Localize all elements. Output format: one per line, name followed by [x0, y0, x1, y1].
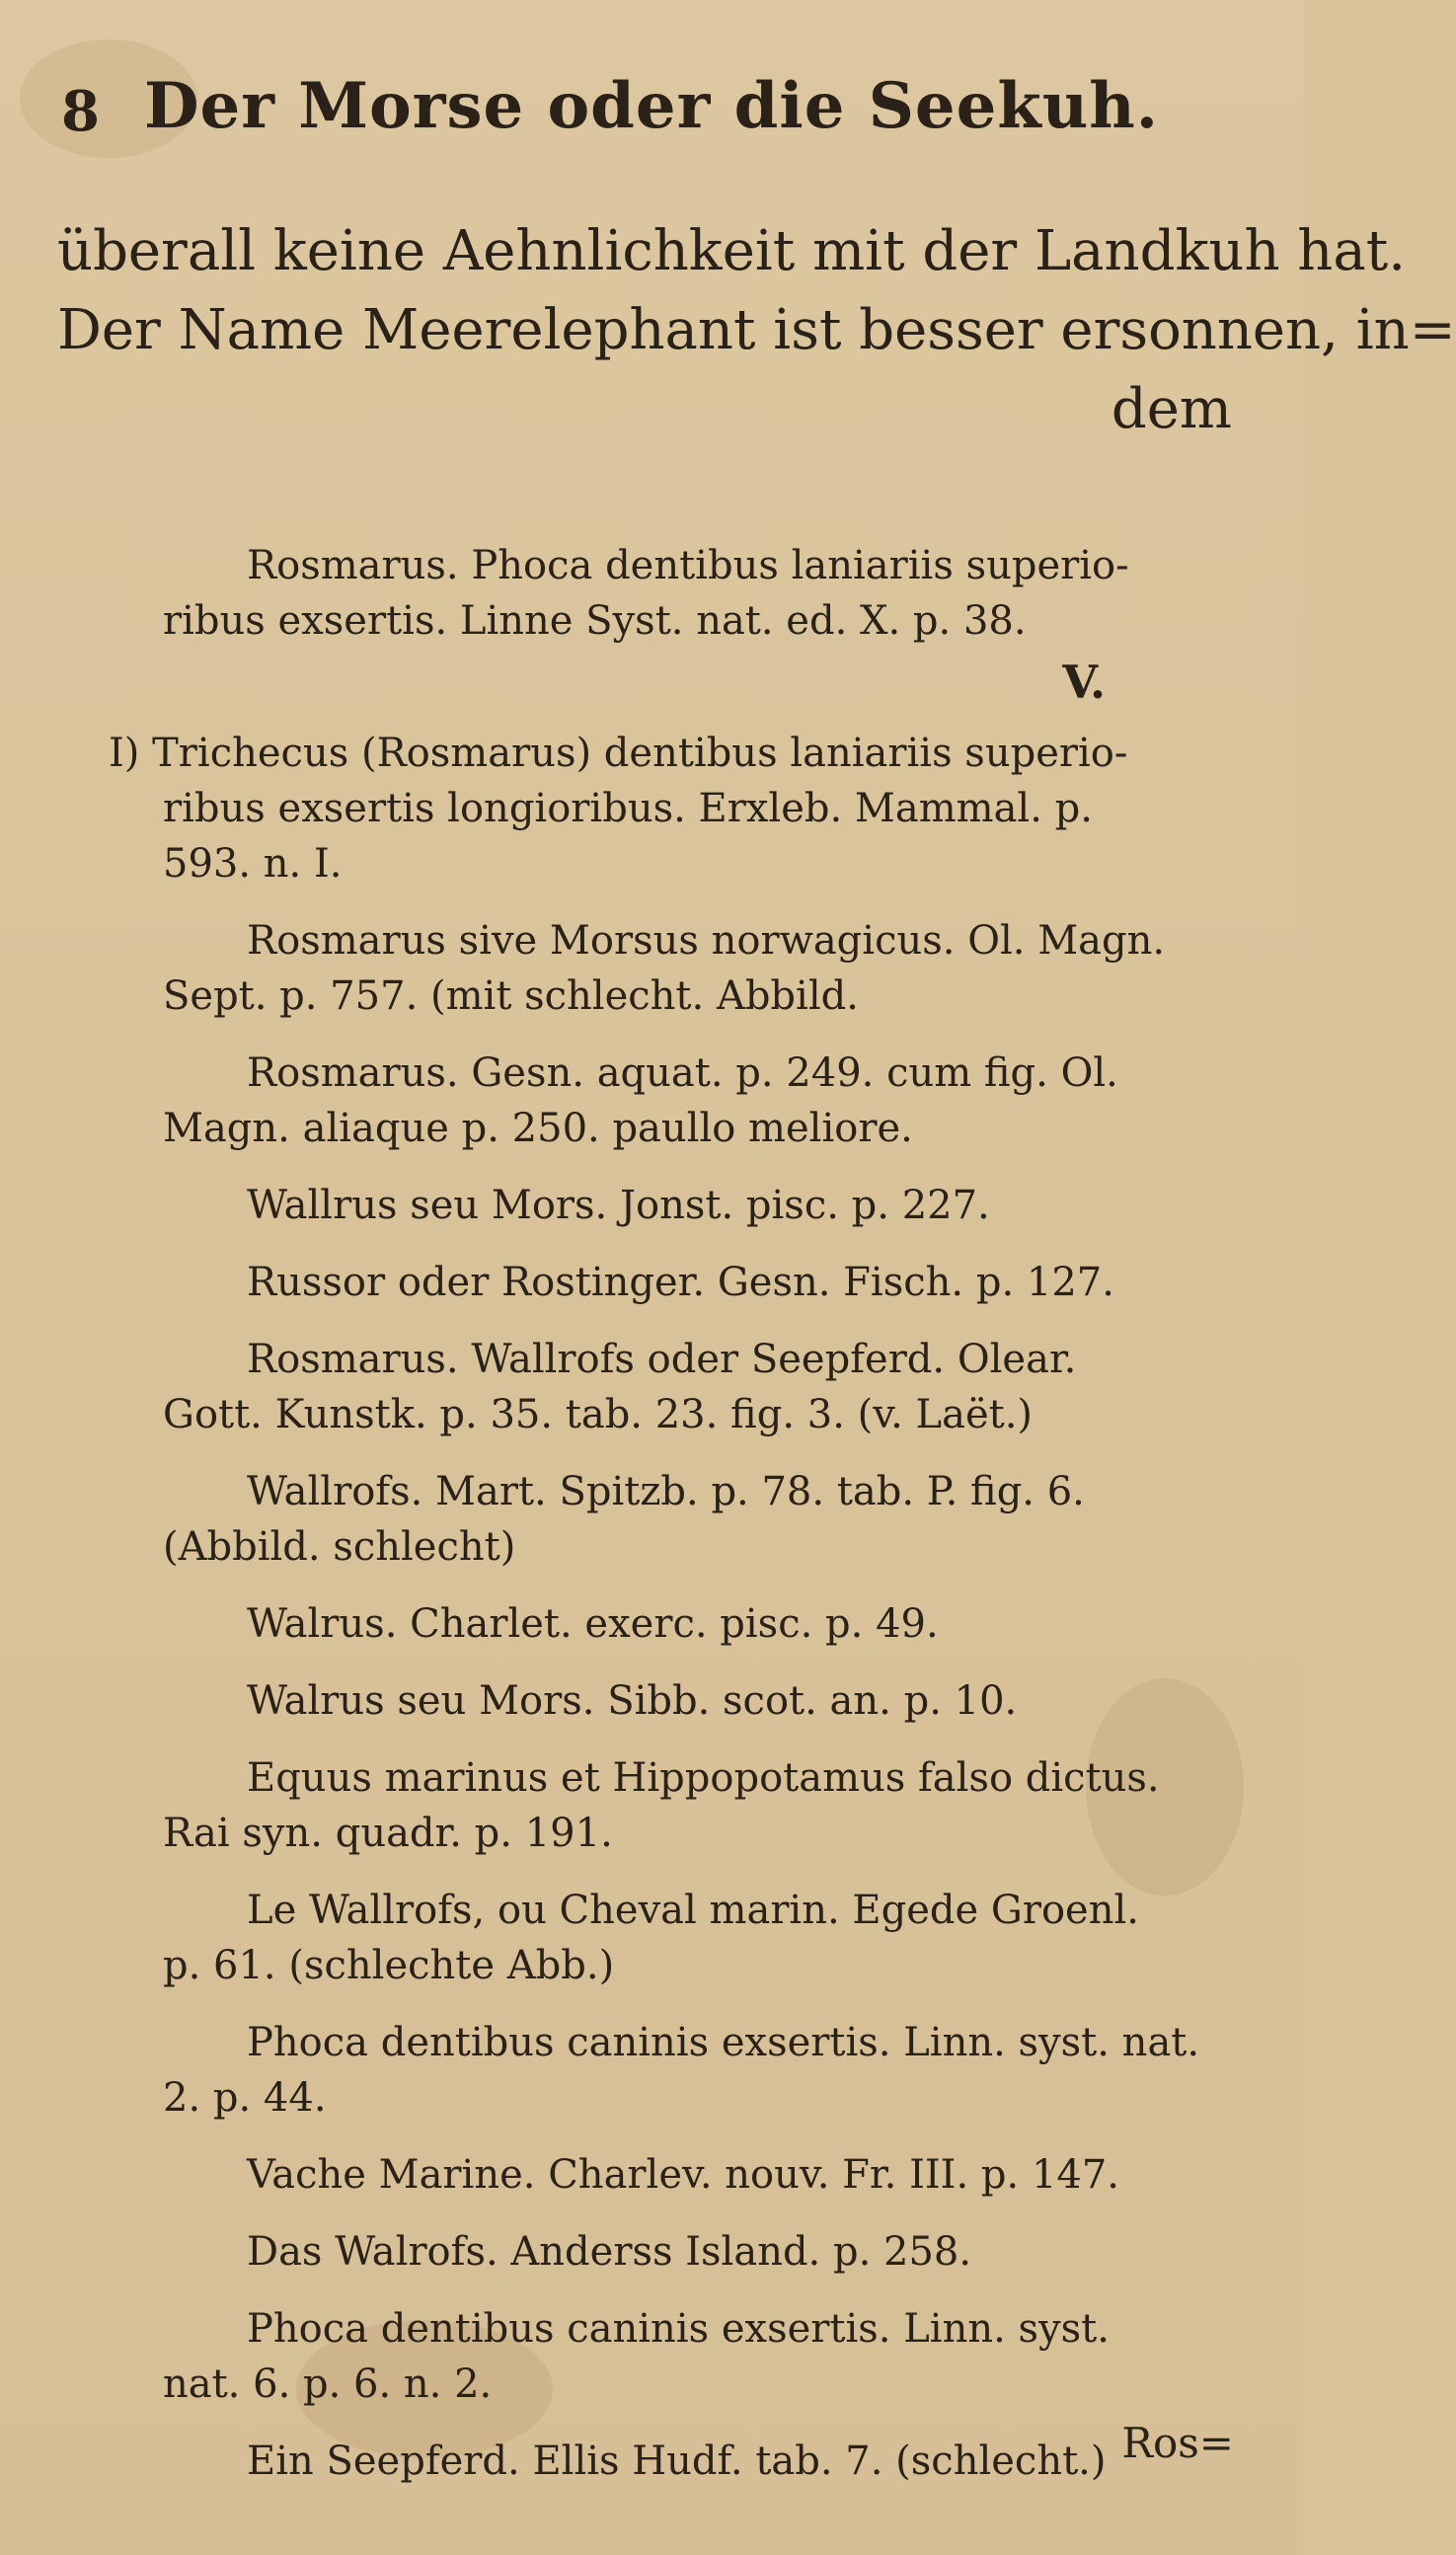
body-line: Der Name Meerelephant ist besser ersonnen, in=	[57, 298, 1456, 362]
footnote-entry	[109, 1178, 1273, 1233]
footnote-line: 2. p. 44.	[163, 2075, 327, 2121]
footnote-line: Equus marinus et Hippopotamus falso dictus.	[247, 1755, 1160, 1801]
footnote-line: (Abbild. schlecht)	[163, 1524, 516, 1570]
page-catchword: Ros=	[1121, 2419, 1234, 2467]
footnote-entry	[109, 1883, 1273, 1993]
footnote-marker: V.	[1062, 656, 1106, 709]
footnote-line: Le Wallrofs, ou Cheval marin. Egede Groenl.	[247, 1888, 1139, 1933]
body-line: überall keine Aehnlichkeit mit der Landkuh hat.	[57, 219, 1407, 283]
footnote-entry	[109, 1332, 1273, 1442]
footnote-line: Magn. aliaque p. 250. paullo meliore.	[163, 1106, 913, 1151]
footnote-entry	[109, 1464, 1273, 1575]
footnote-line: Rosmarus. Gesn. aquat. p. 249. cum fig. Ol.	[247, 1050, 1118, 1096]
footnote-entry	[109, 1255, 1273, 1310]
synonym-footnotes	[109, 538, 1273, 2511]
footnote-line: Sept. p. 757. (mit schlecht. Abbild.	[163, 973, 859, 1019]
footnote-entry	[109, 2015, 1273, 2126]
footnote-line: Das Walrofs. Anderss Island. p. 258.	[247, 2229, 972, 2275]
footnote-entry	[109, 913, 1273, 1024]
footnote-line: Rosmarus. Phoca dentibus laniariis superio-	[247, 543, 1129, 588]
footnote-line: Rosmarus sive Morsus norwagicus. Ol. Magn.	[247, 918, 1166, 964]
running-title: Der Morse oder die Seekuh.	[143, 69, 1160, 143]
page-header	[0, 69, 1303, 168]
footnote-entry	[109, 2301, 1273, 2412]
footnote-line: Phoca dentibus caninis exsertis. Linn. syst.	[247, 2306, 1110, 2352]
footnote-line: Rai syn. quadr. p. 191.	[163, 1811, 613, 1856]
body-catchword: dem	[1111, 377, 1232, 441]
footnote-line: Wallrus seu Mors. Jonst. pisc. p. 227.	[247, 1183, 990, 1228]
footnote-line: Rosmarus. Wallrofs oder Seepferd. Olear.	[247, 1337, 1077, 1382]
page-number: 8	[61, 79, 100, 144]
body-text	[57, 212, 1456, 449]
footnote-entry	[109, 2224, 1273, 2280]
footnote-line: Walrus. Charlet. exerc. pisc. p. 49.	[247, 1601, 939, 1647]
footnote-line: I) Trichecus (Rosmarus) dentibus laniariis superio-	[109, 731, 1128, 776]
footnote-entry	[109, 538, 1273, 649]
footnote-entry	[109, 1596, 1273, 1652]
footnote-line: nat. 6. p. 6. n. 2.	[163, 2361, 493, 2407]
footnote-line: Ein Seepferd. Ellis Hudf. tab. 7. (schlecht.)	[247, 2439, 1107, 2484]
footnote-entry	[109, 1750, 1273, 1861]
footnote-entry	[109, 2434, 1273, 2489]
footnote-line: Vache Marine. Charlev. nouv. Fr. III. p. 147.	[247, 2152, 1120, 2198]
footnote-line: ribus exsertis longioribus. Erxleb. Mammal. p.	[163, 786, 1093, 831]
footnote-line: Gott. Kunstk. p. 35. tab. 23. fig. 3. (v. Laët.)	[163, 1392, 1034, 1437]
footnote-entry	[109, 1673, 1273, 1729]
footnote-entry	[109, 1045, 1273, 1156]
footnote-line: p. 61. (schlechte Abb.)	[163, 1943, 615, 1988]
footnote-line: ribus exsertis. Linne Syst. nat. ed. X. p. 38.	[163, 598, 1027, 644]
footnote-line: Russor oder Rostinger. Gesn. Fisch. p. 127.	[247, 1260, 1114, 1305]
footnote-line: Walrus seu Mors. Sibb. scot. an. p. 10.	[247, 1678, 1018, 1724]
footnote-entry	[109, 2147, 1273, 2203]
footnote-line: 593. n. I.	[163, 841, 343, 887]
footnote-line: Wallrofs. Mart. Spitzb. p. 78. tab. P. fig. 6.	[247, 1469, 1085, 1514]
footnote-entry	[109, 726, 1273, 891]
footnote-line: Phoca dentibus caninis exsertis. Linn. syst. nat.	[247, 2020, 1200, 2065]
